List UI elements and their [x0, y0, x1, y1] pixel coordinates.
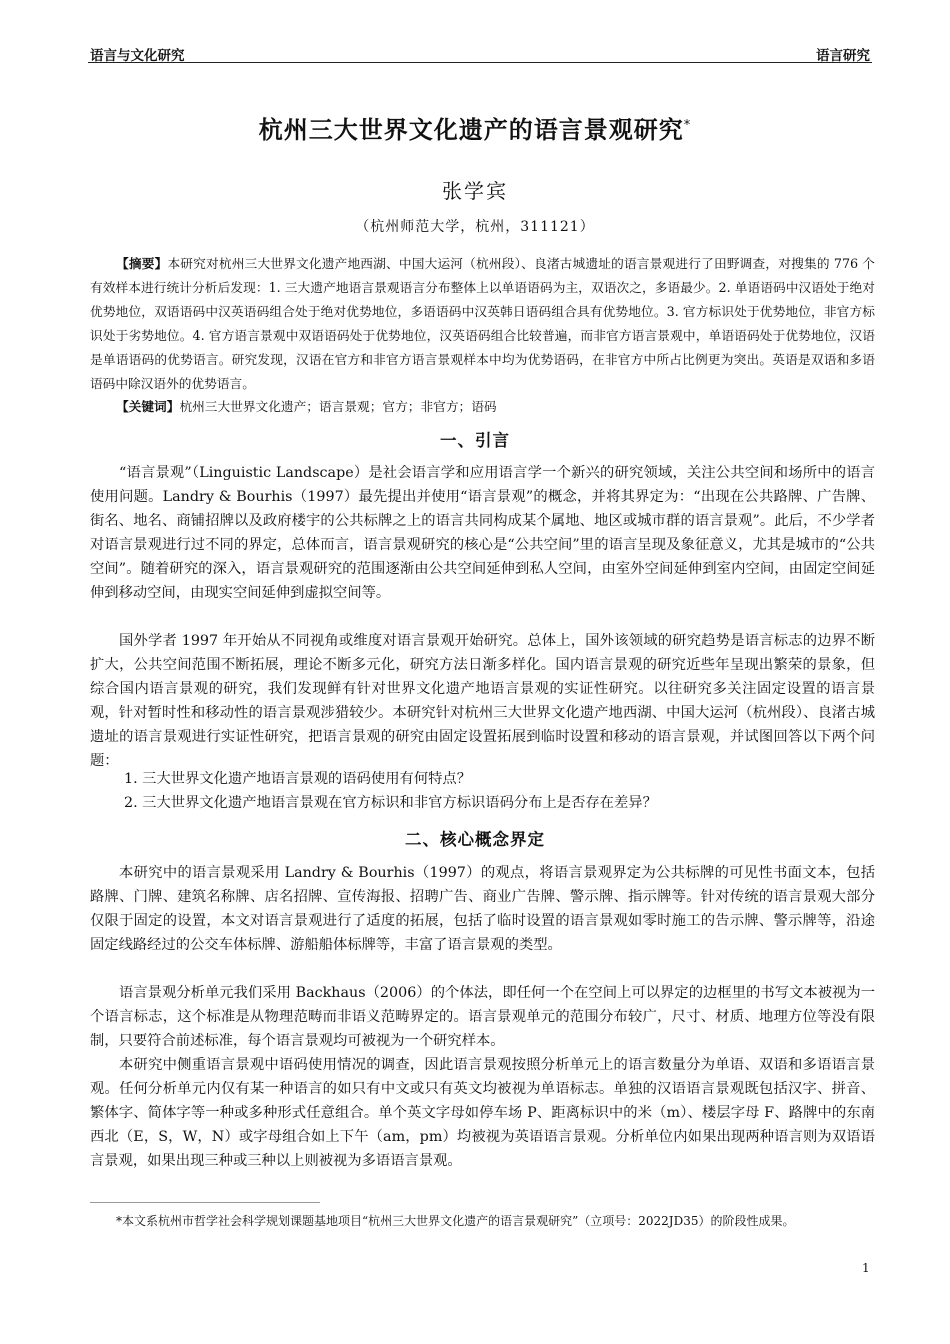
footnote: *本文系杭州市哲学社会科学规划课题基地项目“杭州三大世界文化遗产的语言景观研究”（立项号：2022JD35）的阶段性成果。 [116, 1214, 795, 1228]
title-footnote-mark: * [683, 118, 692, 133]
section-heading-core-concepts: 二、核心概念界定 [405, 830, 545, 849]
author-name: 张学宾 [442, 179, 508, 203]
author-affiliation: （杭州师范大学，杭州，311121） [355, 219, 595, 235]
header-journal-section: 语言与文化研究 [90, 48, 185, 64]
paper-title-text: 杭州三大世界文化遗产的语言景观研究 [258, 116, 684, 144]
running-header [88, 40, 872, 63]
research-question-1: 1. 三大世界文化遗产地语言景观的语码使用有何特点？ [124, 771, 472, 787]
abstract-text: 本研究对杭州三大世界文化遗产地西湖、中国大运河（杭州段）、良渚古城遗址的语言景观进行了田野调查，对搜集的 776 个有效样本进行统计分析后发现：1. 三大遗产地语言景观语言分布整体上以单语语码为主，双语次之，多语最少。2. 单语语码中汉语处于绝对优势地位，双语语码中汉英语码组合处于绝对优势地位，多语语码中汉英韩日语码组合具有优势地位。3. 官方标识处于优势地位，非官方标识处于劣势地位。4. 官方语言景观中双语语码处于优势地位，汉英语码组合比较普遍，而非官方语言景观中，单语语码处于优势地位，汉语是单语语码的优势语言。研究发现，汉语在官方和非官方语言景观样本中均为优势语码，在非官方中所占比例更为突出。英语是双语和多语语码中除汉语外的优势语言。 [90, 256, 875, 391]
intro-paragraph-2: 国外学者 1997 年开始从不同视角或维度对语言景观开始研究。总体上，国外该领域的研究趋势是语言标志的边界不断扩大，公共空间范围不断拓展，理论不断多元化，研究方法日渐多样化。国内语言景观的研究近些年呈现出繁荣的景象，但综合国内语言景观的研究，我们发现鲜有针对世界文化遗产地语言景观的实证性研究。以往研究多关注固定设置的语言景观，针对暂时性和移动性的语言景观涉猎较少。本研究针对杭州三大世界文化遗产地西湖、中国大运河（杭州段）、良渚古城遗址的语言景观进行实证性研究，把语言景观的研究由固定设置拓展到临时设置和移动的语言景观，并试图回答以下两个问题： [90, 633, 875, 769]
abstract-label: 【摘要】 [116, 256, 168, 271]
footnote-separator [90, 1202, 320, 1203]
page-number: 1 [862, 1261, 870, 1275]
research-question-2: 2. 三大世界文化遗产地语言景观在官方标识和非官方标识语码分布上是否存在差异？ [124, 795, 657, 811]
section-heading-introduction: 一、引言 [440, 431, 510, 450]
concepts-paragraph-3: 本研究中侧重语言景观中语码使用情况的调查，因此语言景观按照分析单元上的语言数量分为单语、双语和多语语言景观。任何分析单元内仅有某一种语言的如只有中文或只有英文均被视为单语标志。单独的汉语语言景观既包括汉字、拼音、繁体字、简体字等一种或多种形式任意组合。单个英文字母如停车场 P、距离标识中的米（m）、楼层字母 F、路牌中的东南西北（E，S，W，N）或字母组合如上下午（am，pm）均被视为英语语言景观。分析单位内如果出现两种语言则为双语语言景观，如果出现三种或三种以上则被视为多语语言景观。 [90, 1057, 875, 1169]
abstract [90, 252, 875, 396]
paper-title [0, 110, 950, 145]
header-category: 语言研究 [816, 48, 870, 64]
keywords [90, 395, 875, 419]
keywords-label: 【关键词】 [116, 399, 180, 414]
concepts-paragraph-2: 语言景观分析单元我们采用 Backhaus（2006）的个体法，即任何一个在空间上可以界定的边框里的书写文本被视为一个语言标志，这个标准是从物理范畴而非语义范畴界定的。语言景观单元的范围分布较广，尺寸、材质、地理方位等没有限制，只要符合前述标准，每个语言景观均可被视为一个研究样本。 [90, 985, 875, 1049]
concepts-paragraph-1: 本研究中的语言景观采用 Landry & Bourhis（1997）的观点，将语言景观界定为公共标牌的可见性书面文本，包括路牌、门牌、建筑名称牌、店名招牌、宣传海报、招聘广告、商业广告牌、警示牌、指示牌等。针对传统的语言景观大部分仅限于固定的设置，本文对语言景观进行了适度的拓展，包括了临时设置的语言景观如零时施工的告示牌、警示牌等，沿途固定线路经过的公交车体标牌、游船船体标牌等，丰富了语言景观的类型。 [90, 865, 875, 953]
intro-paragraph-1: “语言景观”（Linguistic Landscape）是社会语言学和应用语言学一个新兴的研究领域，关注公共空间和场所中的语言使用问题。Landry & Bourhis（1997）最先提出并使用“语言景观”的概念，并将其界定为：“出现在公共路牌、广告牌、街名、地名、商铺招牌以及政府楼宇的公共标牌之上的语言共同构成某个属地、地区或城市群的语言景观”。此后，不少学者对语言景观进行过不同的界定，总体而言，语言景观研究的核心是“公共空间”里的语言呈现及象征意义，尤其是城市的“公共空间”。随着研究的深入，语言景观研究的范围逐渐由公共空间延伸到私人空间，由室外空间延伸到室内空间，由固定空间延伸到移动空间，由现实空间延伸到虚拟空间等。 [90, 465, 875, 601]
keywords-text: 杭州三大世界文化遗产；语言景观；官方；非官方；语码 [179, 399, 497, 414]
